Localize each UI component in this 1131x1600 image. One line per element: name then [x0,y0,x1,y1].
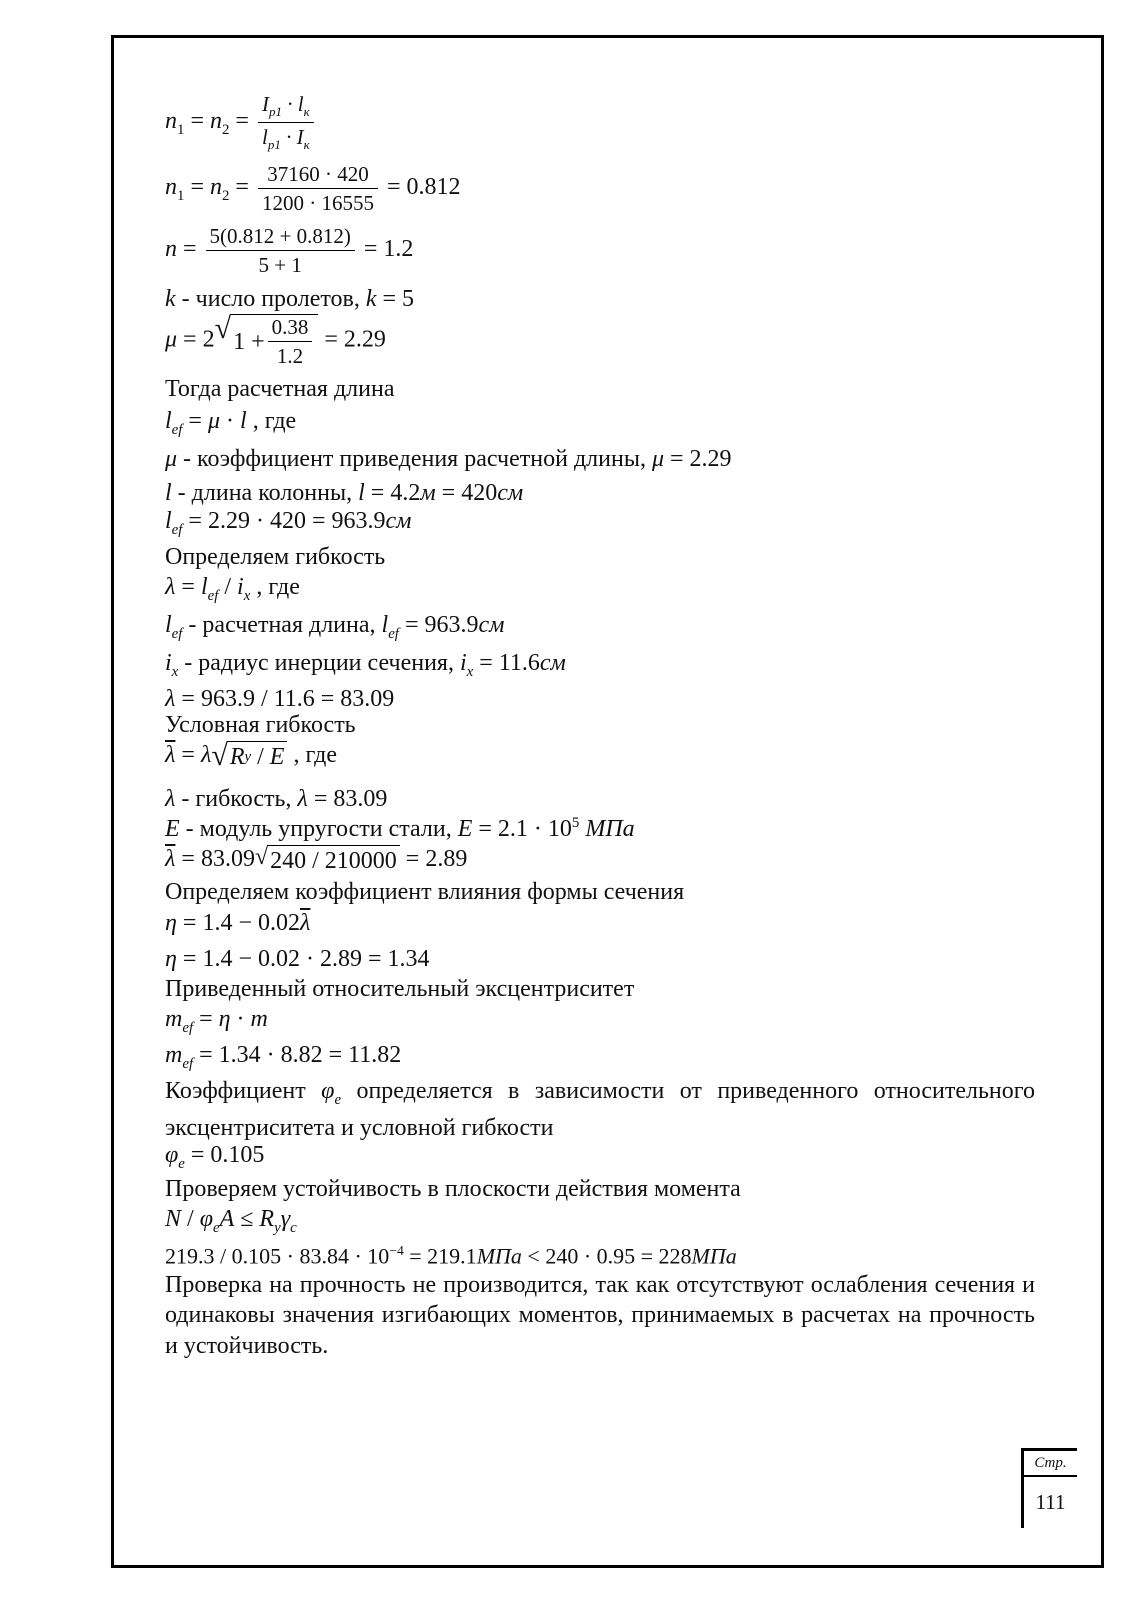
eq-n1n2-result: = 0.812 [386,174,461,201]
eq-phi: $\varphi_e = 0.105$ [165,1142,265,1172]
lambda-definition: λ - гибкость, λ = 83.09 [165,786,388,812]
eq-n1n2-calc: $n_1 = n_2$ = $\frac{37160 \cdot 420}{1200 \cdot 16555}$ = 0.812 [165,162,461,216]
page-number-stamp [1021,1448,1077,1528]
text-line-3: Условная гибкость [165,712,356,738]
eq-n-numerator: 5(0.812 + 0.812) [206,224,355,251]
eq-lambda-bar: $\overline{\lambda} = \lambda$ √ R y / E , где [165,738,337,772]
eq-mef-calc: $m_{ef} = 1.34 \cdot 8.82 = 11.82$ [165,1042,402,1072]
eq-mu-result: = 2.29 [324,326,386,353]
eq-n1n2-numerator: 37160 · 420 [258,162,378,189]
eq-n-denominator: 5 + 1 [258,253,302,278]
mu-definition: μ - коэффициент приведения расчетной длины, μ = 2.29 [165,446,732,472]
text-line-2: Определяем гибкость [165,544,386,570]
E-definition: E - модуль упругости стали, $E = 2.1 \cdot 10^5$ МПа [165,815,635,842]
eq-lef-calc: $l_{ef} = 2.29 \cdot 420 = 963.9см$ [165,508,412,538]
l-definition: l - длина колонны, l = 4.2м = 420см [165,480,524,506]
eq-mef: $m_{ef} = \eta \cdot m$ [165,1006,268,1036]
eq-lambda-calc: λ = 963.9 / 11.6 = 83.09 [165,686,395,712]
eq-n: n = $\frac{5(0.812 + 0.812)}{5 + 1}$ = 1.2 [165,224,414,278]
eq-stability-calc: $219.3 / 0.105 \cdot 83.84 \cdot 10^{-4} = 219.1МПа < 240 \cdot 0.95 = 228МПа$ [165,1243,737,1269]
eq-mu-denominator: 1.2 [276,344,304,369]
page-number: 111 [1035,1490,1066,1514]
eq-lambda: $\lambda = l_{ef} / i_x$ , где [165,574,300,604]
text-line-5: Приведенный относительный эксцентриситет [165,976,635,1002]
eq-stability-check: $N / \varphi_eA \le R_y\gamma_c$ [165,1206,297,1236]
eq-n1n2-formula: $n_1 = n_2$ = $\frac{I_{p1} \cdot l_к}{l_{p1} \cdot I_к}$ [165,92,317,153]
eq-n1n2-denominator: 1200 · 16555 [261,191,374,216]
eq-n-result: = 1.2 [363,236,414,263]
eq-eta-calc: η = 1.4 − 0.02 · 2.89 = 1.34 [165,946,430,972]
eq-mu-numerator: 0.38 [268,315,313,342]
eq-lambda-bar-calc: $\overline{\lambda} = 83.09$ √ 240 / 210000 = 2.89 [165,843,468,874]
text-line-7: Проверяем устойчивость в плоскости действия момента [165,1176,741,1202]
page-label: Стр. [1024,1451,1077,1477]
eq-mu: μ = 2 √ 1 + $\frac{0.38}{1.2}$ = 2.29 [165,312,386,369]
text-line-8: Проверка на прочность не производится, так как отсутствуют ослабления сечения и одинаковы значения изгибающих моментов, принимаемых в расчетах на прочность и устойчивость. [165,1272,1035,1359]
text-line-6: Коэффициент $\varphi_e$ определяется в зависимости от приведенного относительного эксцентриситета и условной гибкости [165,1078,1035,1142]
eq-eta: $\eta = 1.4 - 0.02\overline{\lambda}$ [165,910,311,936]
eq-lef: $l_{ef} = \mu \cdot l$ , где [165,408,297,438]
k-definition: k - число пролетов, k = 5 [165,286,415,312]
text-line-1: Тогда расчетная длина [165,376,395,402]
lef-definition: $l_{ef}$ - расчетная длина, $l_{ef} = 963.9см$ [165,612,505,642]
ix-definition: $i_x$ - радиус инерции сечения, $i_x = 11.6см$ [165,650,566,680]
text-line-4: Определяем коэффициент влияния формы сечения [165,879,685,905]
